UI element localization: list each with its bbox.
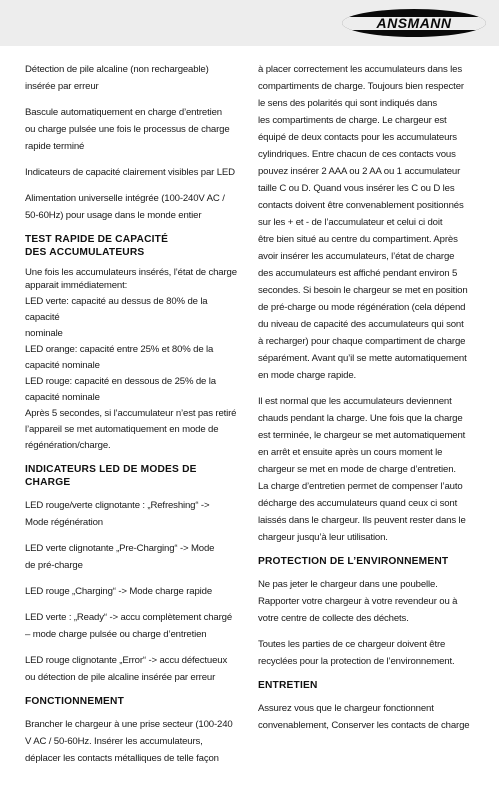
heading-maintenance: ENTRETIEN [258, 680, 318, 691]
feature-universal-power: Alimentation universelle intégrée (100-240V AC / 50-60Hz) pour usage dans le monde entier [25, 193, 225, 221]
heading-capacity-test: TEST RAPIDE DE CAPACITÉ DES ACCUMULATEURS [25, 234, 169, 258]
ansmann-logo [341, 6, 487, 38]
heading-led-modes: INDICATEURS LED DE MODES DE CHARGE [25, 464, 197, 488]
brand-wordmark: ANSMANN [376, 15, 452, 31]
maintenance-text: Assurez vous que le chargeur fonctionnent convenablement, Conserver les contacts de charge [258, 703, 470, 731]
header-bar [0, 0, 499, 46]
led-item-ready: LED verte : „Ready“ -> accu complètement chargé – mode charge pulsée ou charge d’entretien [25, 612, 233, 640]
operation-continued-text: à placer correctement les accumulateurs dans les compartiments de charge. Toujours bien respecter le sens des polarités qui sont indiqués dans les compartiments de charge. Le chargeur est équipé de deux contacts pour les accumulateurs cylindriques. Entre chacun de ces contacts vous pouvez insérer 2 AAA ou 2 AA ou 1 accumulateur taille C ou D. Quand vous insérer les C ou D les contacts doivent être convenablement positionnés sur les + et - de l’accumulateur et celui ci doit être bien situé au centre du compartiment. Après avoir insérer les accumulateurs, l’état de charge des accumulateurs est affiché pendant environ 5 secondes. Si besoin le chargeur se met en position de pré-charge ou mode régénération (cela dépend du niveau de capacité des accumulateurs qui sont à recharger) pour chaque compartiment de charge séparément. Avant qu’il se mette automatiquement en mode charge rapide. [258, 64, 468, 381]
led-item-precharging: LED verte clignotante „Pre-Charging“ -> Mode de pré-charge [25, 543, 215, 571]
heading-operation: FONCTIONNEMENT [25, 696, 125, 707]
led-item-charging: LED rouge „Charging“ -> Mode charge rapide [25, 586, 213, 597]
heat-warning-text: Il est normal que les accumulateurs deviennent chauds pendant la charge. Une fois que la charge est terminée, le chargeur se met automatiquement en arrêt et ensuite après un cours moment le chargeur se met en mode de charge d’entretien. La charge d’entretien permet de compenser l’auto décharge des accumulateurs quand ceux ci sont laissés dans le chargeur. Ils peuvent rester dans le chargeur jusqu’à leur utilisation. [258, 396, 466, 543]
operation-text: Brancher le chargeur à une prise secteur (100-240 V AC / 50-60Hz. Insérer les accumulateurs, déplacer les contacts métalliques de telle façon [25, 719, 233, 764]
feature-alkaline-detection: Détection de pile alcaline (non rechargeable) insérée par erreur [25, 64, 209, 92]
feature-led-indicators: Indicateurs de capacité clairement visibles par LED [25, 167, 235, 178]
environment-recycling-text: Toutes les parties de ce chargeur doivent être recyclées pour la protection de l’environnement. [258, 639, 455, 667]
heading-environment: PROTECTION DE L’ENVIRONNEMENT [258, 556, 449, 567]
led-item-refreshing: LED rouge/verte clignotante : „Refreshing“ -> Mode régénération [25, 500, 210, 528]
left-column [25, 61, 239, 767]
capacity-test-text: Une fois les accumulateurs insérés, l’état de charge apparait immédiatement: LED verte: capacité au dessus de 80% de la capacité nominale LED orange: capacité entre 25% et 80% de la capacité nominale LED rouge: capacité en dessous de 25% de la capacité nominale Après 5 secondes, si l’accumulateur n’est pas retiré l’appareil se met automatiquement en mode de régénération/charge. [25, 267, 237, 451]
environment-disposal-text: Ne pas jeter le chargeur dans une poubelle. Rapporter votre chargeur à votre revendeur ou à votre centre de collecte des déchets. [258, 579, 458, 624]
right-column [258, 61, 473, 734]
feature-auto-trickle: Bascule automatiquement en charge d’entretien ou charge pulsée une fois le processus de charge rapide terminé [25, 107, 230, 152]
led-item-error: LED rouge clignotante „Error“ -> accu défectueux ou détection de pile alcaline insérée par erreur [25, 655, 228, 683]
